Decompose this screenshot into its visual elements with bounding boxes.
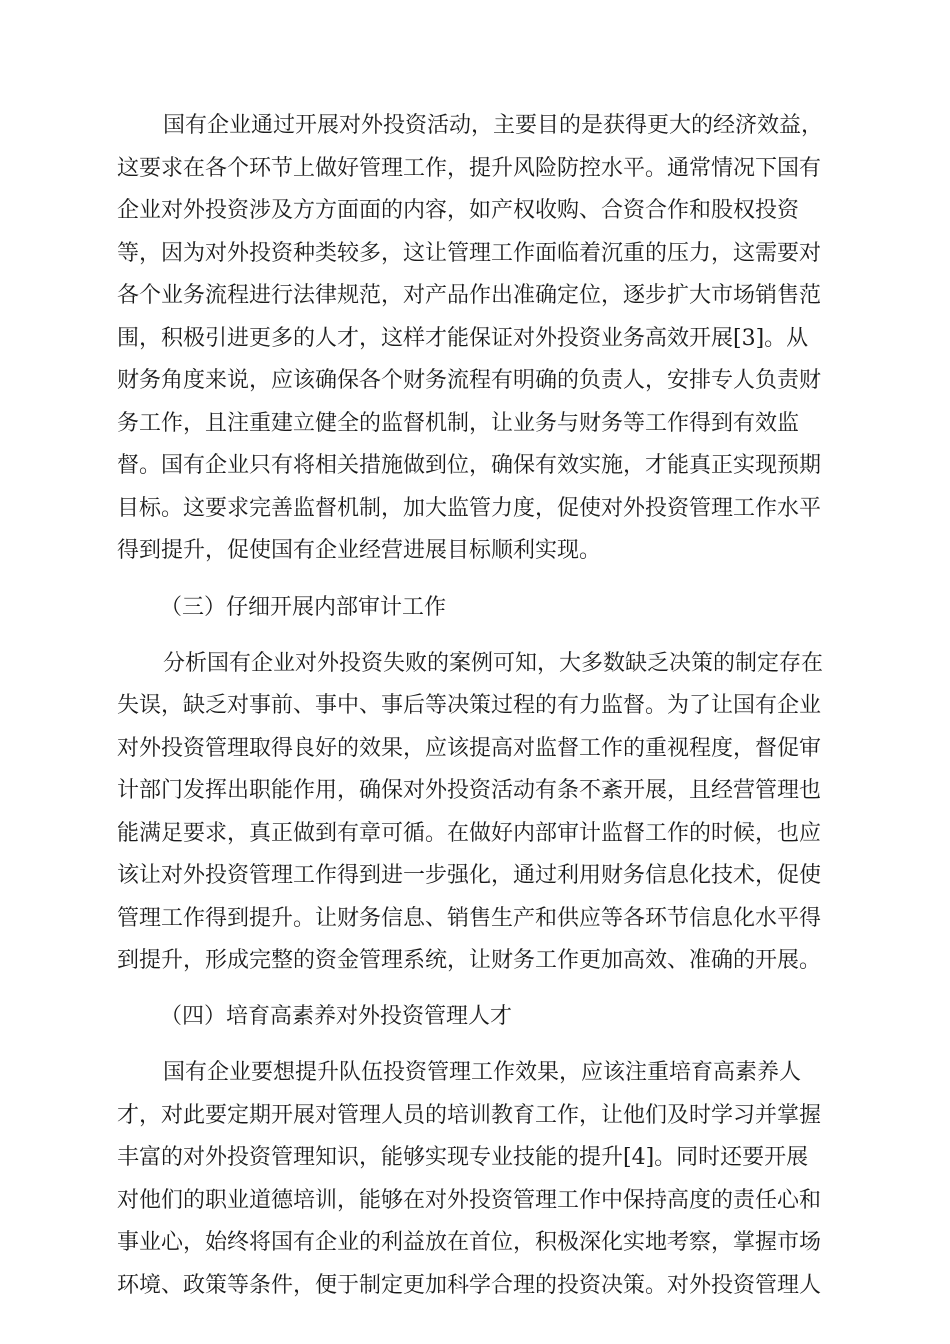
line-text: 务工作，且注重建立健全的监督机制，让业务与财务等工作得到有效监 <box>117 411 800 436</box>
line-text: 得到提升，促使国有企业经营进展目标顺利实现。 <box>117 538 602 563</box>
line-text: 才，对此要定期开展对管理人员的培训教育工作，让他们及时学习并掌握 <box>117 1103 822 1128</box>
paragraph-line <box>0 1225 950 1261</box>
paragraph-line <box>0 236 950 272</box>
paragraph-line <box>0 1140 950 1176</box>
paragraph-line <box>0 1055 950 1091</box>
paragraph-line <box>0 816 950 852</box>
section-heading-text: （四）培育高素养对外投资管理人才 <box>160 1004 513 1029</box>
paragraph-line <box>0 901 950 937</box>
line-text: 等，因为对外投资种类较多，这让管理工作面临着沉重的压力，这需要对 <box>117 241 822 266</box>
paragraph-line <box>0 533 950 569</box>
line-text: 该让对外投资管理工作得到进一步强化，通过利用财务信息化技术，促使 <box>117 863 822 888</box>
line-text: 国有企业通过开展对外投资活动，主要目的是获得更大的经济效益， <box>163 113 824 138</box>
line-text: 这要求在各个环节上做好管理工作，提升风险防控水平。通常情况下国有 <box>117 156 822 181</box>
line-text: 对他们的职业道德培训，能够在对外投资管理工作中保持高度的责任心和 <box>117 1188 822 1213</box>
paragraph-line <box>0 491 950 527</box>
line-text: 失误，缺乏对事前、事中、事后等决策过程的有力监督。为了让国有企业 <box>117 693 822 718</box>
line-text: 财务角度来说，应该确保各个财务流程有明确的负责人，安排专人负责财 <box>117 368 822 393</box>
paragraph-line <box>0 858 950 894</box>
line-text: 管理工作得到提升。让财务信息、销售生产和供应等各环节信息化水平得 <box>117 906 822 931</box>
line-text: 目标。这要求完善监督机制，加大监管力度，促使对外投资管理工作水平 <box>117 496 822 521</box>
line-text: 计部门发挥出职能作用，确保对外投资活动有条不紊开展，且经营管理也 <box>117 778 822 803</box>
paragraph-line <box>0 363 950 399</box>
line-text: 对外投资管理取得良好的效果，应该提高对监督工作的重视程度，督促审 <box>117 736 822 761</box>
paragraph-line <box>0 406 950 442</box>
section-heading-text: （三）仔细开展内部审计工作 <box>160 595 447 620</box>
paragraph-line <box>0 448 950 484</box>
paragraph-line <box>0 646 950 682</box>
paragraph-line <box>0 688 950 724</box>
line-text: 环境、政策等条件，便于制定更加科学合理的投资决策。对外投资管理人 <box>117 1273 822 1298</box>
paragraph-line <box>0 108 950 144</box>
paragraph-line <box>0 151 950 187</box>
paragraph-line <box>0 321 950 357</box>
paragraph-line <box>0 193 950 229</box>
line-text: 国有企业要想提升队伍投资管理工作效果，应该注重培育高素养人 <box>163 1060 802 1085</box>
paragraph-line <box>0 1268 950 1304</box>
paragraph-line <box>0 731 950 767</box>
paragraph-line <box>0 1183 950 1219</box>
line-text: 分析国有企业对外投资失败的案例可知，大多数缺乏决策的制定存在 <box>163 651 824 676</box>
line-text: 到提升，形成完整的资金管理系统，让财务工作更加高效、准确的开展。 <box>117 948 822 973</box>
line-text: 丰富的对外投资管理知识，能够实现专业技能的提升[4]。同时还要开展 <box>117 1145 809 1170</box>
line-text: 能满足要求，真正做到有章可循。在做好内部审计监督工作的时候，也应 <box>117 821 822 846</box>
section-heading <box>0 999 950 1035</box>
line-text: 各个业务流程进行法律规范，对产品作出准确定位，逐步扩大市场销售范 <box>117 283 822 308</box>
paragraph-line <box>0 943 950 979</box>
line-text: 督。国有企业只有将相关措施做到位，确保有效实施，才能真正实现预期 <box>117 453 822 478</box>
line-text: 围，积极引进更多的人才，这样才能保证对外投资业务高效开展[3]。从 <box>117 326 809 351</box>
section-heading <box>0 590 950 626</box>
line-text: 事业心，始终将国有企业的利益放在首位，积极深化实地考察，掌握市场 <box>117 1230 822 1255</box>
paragraph-line <box>0 278 950 314</box>
paragraph-line <box>0 773 950 809</box>
line-text: 企业对外投资涉及方方面面的内容，如产权收购、合资合作和股权投资 <box>117 198 800 223</box>
paragraph-line <box>0 1098 950 1134</box>
